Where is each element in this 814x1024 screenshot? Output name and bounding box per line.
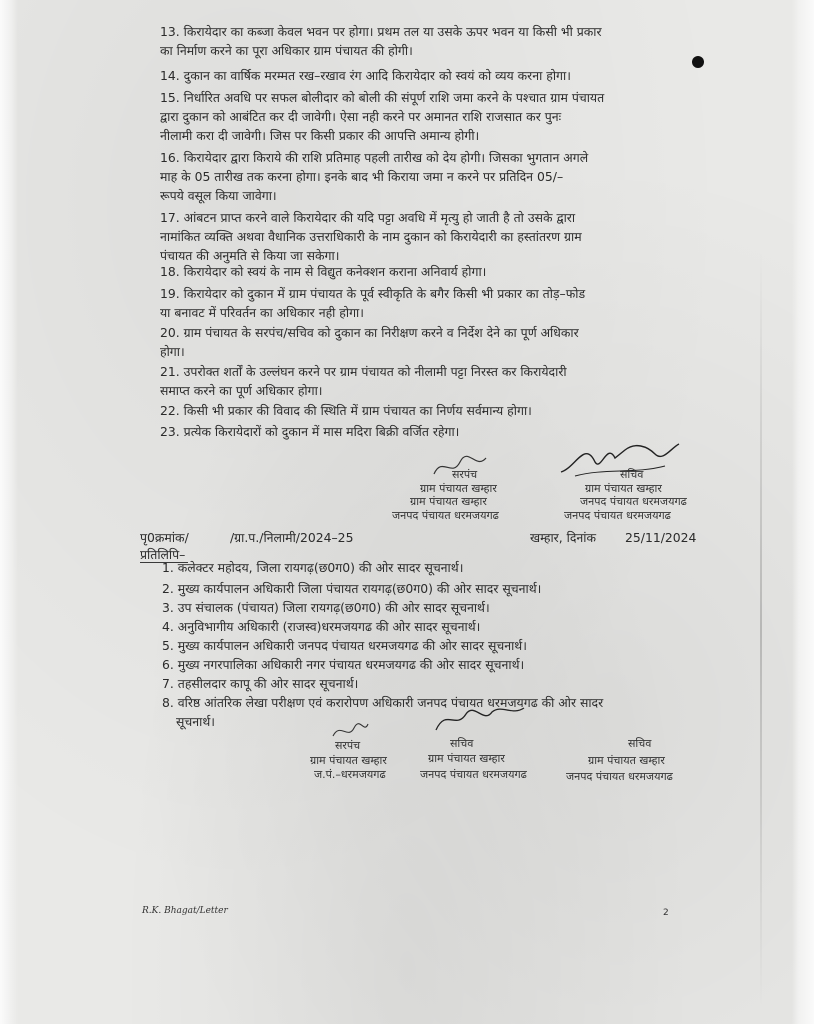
cc-item: 5. मुख्य कार्यपालन अधिकारी जनपद पंचायत धरमजयगढ की ओर सादर सूचनार्थ। — [162, 638, 527, 653]
clause-line: रूपये वसूल किया जावेगा। — [160, 188, 277, 203]
cc-item: 4. अनुविभागीय अधिकारी (राजस्व)धरमजयगढ की ओर सादर सूचनार्थ। — [162, 619, 481, 634]
clause-18 — [160, 262, 730, 281]
memo-ref-label: पृ0क्रमांक/ — [140, 530, 189, 545]
paper-crease — [760, 250, 762, 1010]
clause-line: 18. किरायेदार को स्वयं के नाम से विद्युत कनेक्शन कराना अनिवार्य होगा। — [160, 264, 487, 279]
sarpanch-top-line1: ग्राम पंचायत खम्हार — [420, 482, 497, 495]
clause-line: 21. उपरोक्त शर्तों के उल्लंघन करने पर ग्राम पंचायत को नीलामी पट्टा निरस्त कर किरायेदारी — [160, 364, 567, 379]
clause-22 — [160, 401, 730, 420]
bottom-sachiv-line1: ग्राम पंचायत खम्हार — [588, 754, 665, 767]
clause-15 — [160, 88, 730, 145]
clause-line: या बनावट में परिवर्तन का अधिकार नही होगा। — [160, 305, 364, 320]
bottom-middle-title: सचिव — [450, 737, 474, 750]
bottom-middle-line1: ग्राम पंचायत खम्हार — [428, 752, 505, 765]
clause-14 — [160, 66, 730, 85]
clause-line: का निर्माण करने का पूरा अधिकार ग्राम पंचायत की होगी। — [160, 43, 413, 58]
sachiv-top-title: सचिव — [620, 468, 644, 481]
memo-ref-number: /ग्रा.प./निलामी/2024–25 — [230, 530, 354, 545]
clause-line: 16. किरायेदार द्वारा किराये की राशि प्रतिमाह पहली तारीख को देय होगी। जिसका भुगतान अगले — [160, 150, 589, 165]
sarpanch-top-line2: ग्राम पंचायत खम्हार — [410, 495, 487, 508]
sarpanch-top-line3: जनपद पंचायत धरमजयगढ — [392, 509, 499, 522]
sachiv-top-line3: जनपद पंचायत धरमजयगढ — [564, 509, 671, 522]
clause-line: समाप्त करने का पूर्ण अधिकार होगा। — [160, 383, 323, 398]
clause-line: 22. किसी भी प्रकार की विवाद की स्थिति में ग्राम पंचायत का निर्णय सर्वमान्य होगा। — [160, 403, 532, 418]
memo-copy-label: प्रतिलिपि– — [140, 547, 186, 562]
clause-line: पंचायत की अनुमति से किया जा सकेगा। — [160, 248, 340, 263]
sarpanch-top-title: सरपंच — [452, 468, 478, 481]
memo-date: 25/11/2024 — [625, 530, 697, 545]
cc-item: 7. तहसीलदार कापू की ओर सादर सूचनार्थ। — [162, 676, 359, 691]
cc-item: 1. कलेक्टर महोदय, जिला रायगढ़(छ0ग0) की ओर सादर सूचनार्थ। — [162, 560, 464, 575]
bottom-sachiv-line2: जनपद पंचायत धरमजयगढ — [566, 770, 673, 783]
bottom-sarpanch-line1: ग्राम पंचायत खम्हार — [310, 754, 387, 767]
page-edge-left — [0, 0, 18, 1024]
clause-line: 17. आंबटन प्राप्त करने वाले किरायेदार की यदि पट्टा अवधि में मृत्यु हो जाती है तो उसके द्वारा — [160, 210, 576, 225]
clause-13 — [160, 22, 730, 60]
sachiv-top-line2: जनपद पंचायत धरमजयगढ — [580, 495, 687, 508]
clause-line: नीलामी करा दी जावेगी। जिस पर किसी प्रकार की आपत्ति अमान्य होगी। — [160, 128, 480, 143]
memo-place-date: खम्हार, दिनांक — [530, 530, 597, 545]
bottom-middle-line2: जनपद पंचायत धरमजयगढ — [420, 768, 527, 781]
bottom-sachiv-title: सचिव — [628, 737, 652, 750]
page-edge-right — [792, 0, 814, 1024]
clause-line: 13. किरायेदार का कब्जा केवल भवन पर होगा। प्रथम तल या उसके ऊपर भवन या किसी भी प्रकार — [160, 24, 602, 39]
bottom-middle-scribble — [430, 700, 530, 736]
cc-item: सूचनार्थ। — [176, 714, 215, 729]
clause-line: होगा। — [160, 344, 185, 359]
clause-16 — [160, 148, 730, 205]
clause-line: 19. किरायेदार को दुकान में ग्राम पंचायत के पूर्व स्वीकृति के बगैर किसी भी प्रकार का तोड़–फोड — [160, 286, 586, 301]
clause-21 — [160, 362, 730, 400]
clause-line: 23. प्रत्येक किरायेदारों को दुकान में मास मदिरा बिक्री वर्जित रहेगा। — [160, 424, 460, 439]
bottom-sarpanch-line2: ज.पं.–धरमजयगढ — [314, 768, 386, 781]
clause-19 — [160, 284, 730, 322]
sachiv-top-line1: ग्राम पंचायत खम्हार — [585, 482, 662, 495]
clause-line: 20. ग्राम पंचायत के सरपंच/सचिव को दुकान का निरीक्षण करने व निर्देश देने का पूर्ण अधिकार — [160, 325, 579, 340]
clause-17 — [160, 208, 730, 265]
clause-line: नामांकित व्यक्ति अथवा वैधानिक उत्तराधिकारी के नाम दुकान को किरायेदारी का हस्तांतरण ग्राम — [160, 229, 582, 244]
clause-line: 15. निर्धारित अवधि पर सफल बोलीदार को बोली की संपूर्ण राशि जमा करने के पश्चात ग्राम पंचायत — [160, 90, 605, 105]
clause-line: 14. दुकान का वार्षिक मरम्मत रख–रखाव रंग आदि किरायेदार को स्वयं को व्यय करना होगा। — [160, 68, 571, 83]
bottom-sarpanch-title: सरपंच — [335, 739, 361, 752]
cc-item: 2. मुख्य कार्यपालन अधिकारी जिला पंचायत रायगढ़(छ0ग0) की ओर सादर सूचनार्थ। — [162, 581, 542, 596]
footer-author: R.K. Bhagat/Letter — [142, 906, 228, 916]
clause-line: द्वारा दुकान को आबंटित कर दी जावेगी। ऐसा नही करने पर अमानत राशि राजसात कर पुनः — [160, 109, 562, 124]
clause-line: माह के 05 तारीख तक करना होगा। इनके बाद भी किराया जमा न करने पर प्रतिदिन 05/– — [160, 169, 564, 184]
clause-20 — [160, 323, 730, 361]
cc-item: 6. मुख्य नगरपालिका अधिकारी नगर पंचायत धरमजयगढ की ओर सादर सूचनार्थ। — [162, 657, 525, 672]
cc-item: 3. उप संचालक (पंचायत) जिला रायगढ़(छ0ग0) की ओर सादर सूचनार्थ। — [162, 600, 490, 615]
cc-item: 8. वरिष्ठ आंतरिक लेखा परीक्षण एवं करारोपण अधिकारी जनपद पंचायत धरमजयगढ की ओर सादर — [162, 695, 604, 710]
page-number: 2 — [663, 908, 669, 918]
